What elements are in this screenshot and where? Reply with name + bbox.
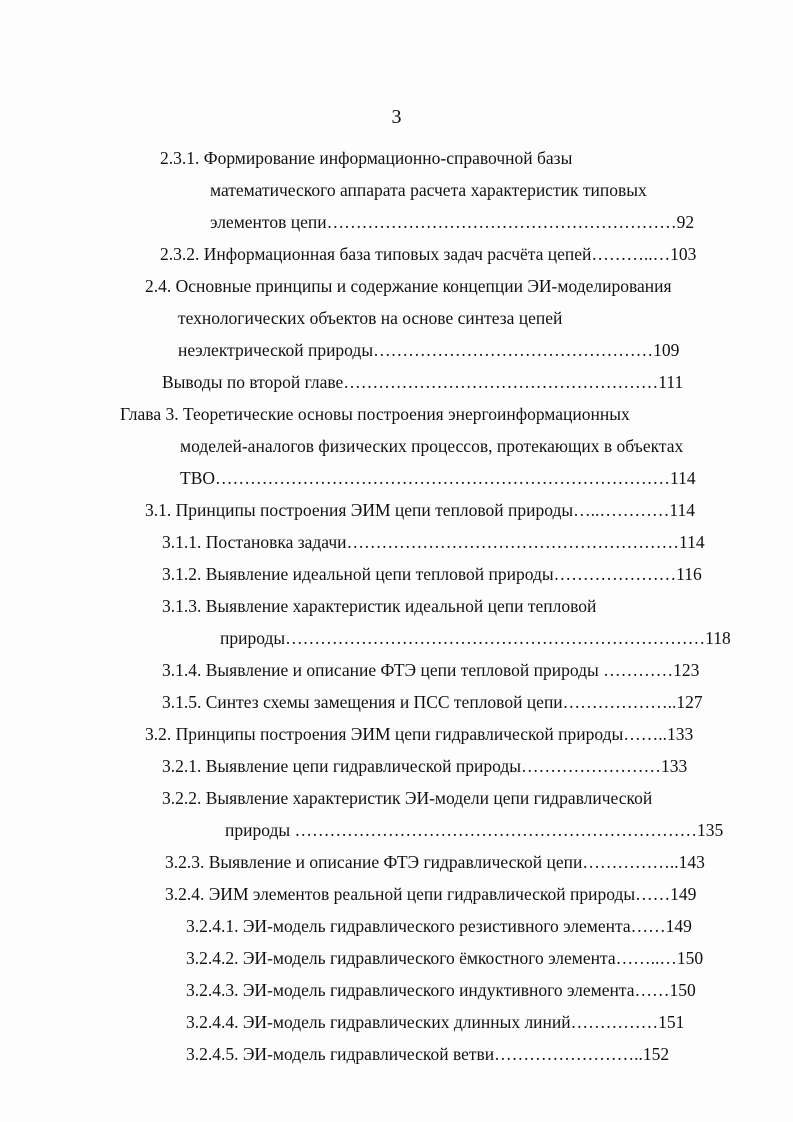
toc-entry: 3.2.4.3. ЭИ-модель гидравлического индуктивного элемента……150	[186, 980, 696, 1000]
toc-entry: 3.2.4.4. ЭИ-модель гидравлических длинных линий……………151	[186, 1012, 685, 1032]
toc-entry: 2.3.1. Формирование информационно-справочной базы	[160, 148, 573, 168]
toc-entry: 3.1.3. Выявление характеристик идеальной цепи тепловой	[162, 596, 597, 616]
toc-entry-continuation: элементов цепи……………………………………………………92	[210, 212, 695, 232]
toc-entry: 3.2.3. Выявление и описание ФТЭ гидравлической цепи……………..143	[165, 852, 705, 872]
toc-entry-continuation: природы ……………………………………………………………135	[225, 820, 724, 840]
toc-entry: 2.3.2. Информационная база типовых задач расчёта цепей………..…103	[160, 244, 697, 264]
toc-entry-continuation: неэлектрической природы…………………………………………109	[178, 340, 680, 360]
toc-entry: 3.2.4.1. ЭИ-модель гидравлического резистивного элемента……149	[186, 916, 692, 936]
toc-entry: 3.2.4.2. ЭИ-модель гидравлического ёмкостного элемента……..…150	[186, 948, 704, 968]
toc-entry: 2.4. Основные принципы и содержание концепции ЭИ-моделирования	[145, 276, 672, 296]
toc-entry: 3.1. Принципы построения ЭИМ цепи тепловой природы…..…………114	[145, 500, 696, 520]
toc-entry: 3.1.4. Выявление и описание ФТЭ цепи тепловой природы …………123	[162, 660, 700, 680]
toc-entry: 3.2.4. ЭИМ элементов реальной цепи гидравлической природы……149	[165, 884, 697, 904]
toc-entry: 3.2.1. Выявление цепи гидравлической природы……………………133	[162, 756, 688, 776]
toc-entry-continuation: моделей-аналогов физических процессов, протекающих в объектах	[180, 436, 684, 456]
toc-entry-continuation: ТВО……………………………………………………………………114	[180, 468, 696, 488]
toc-entry: 3.1.2. Выявление идеальной цепи тепловой природы…………………116	[162, 564, 702, 584]
toc-entry-continuation: природы………………………………………………………………118	[220, 628, 731, 648]
toc-entry: 3.1.1. Постановка задачи…………………………………………………114	[162, 532, 705, 552]
page-number: 3	[391, 106, 402, 128]
toc-entry: Выводы по второй главе………………………………………………111	[162, 372, 684, 392]
toc-entry-continuation: математического аппарата расчета характеристик типовых	[210, 180, 647, 200]
toc-chapter-entry: Глава 3. Теоретические основы построения энергоинформационных	[120, 404, 630, 424]
toc-entry: 3.2. Принципы построения ЭИМ цепи гидравлической природы……..133	[145, 724, 694, 744]
toc-entry: 3.1.5. Синтез схемы замещения и ПСС тепловой цепи………………..127	[162, 692, 703, 712]
toc-entry: 3.2.2. Выявление характеристик ЭИ-модели цепи гидравлической	[162, 788, 653, 808]
toc-entry: 3.2.4.5. ЭИ-модель гидравлической ветви……………………..152	[186, 1044, 670, 1064]
toc-entry-continuation: технологических объектов на основе синтеза цепей	[178, 308, 563, 328]
